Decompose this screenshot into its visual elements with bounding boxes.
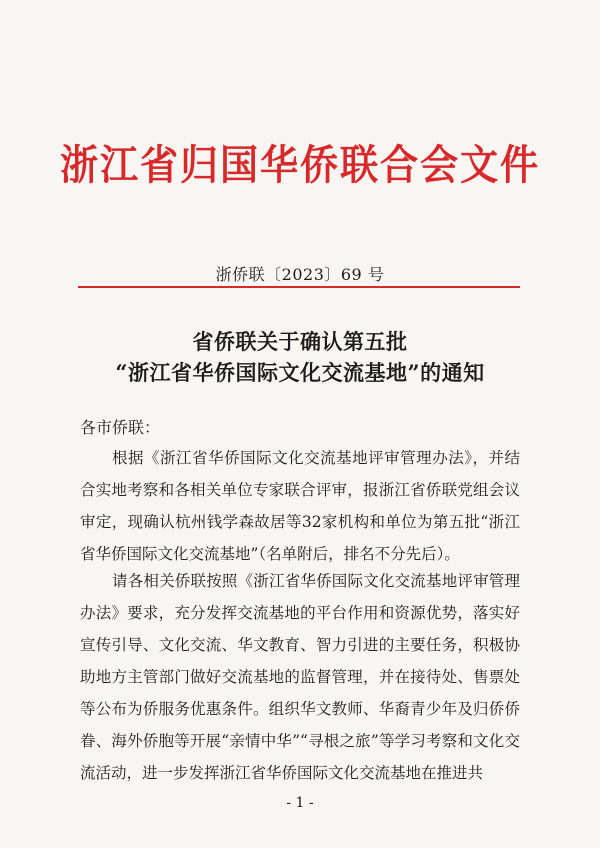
document-masthead: 浙江省归国华侨联合会文件	[60, 141, 540, 189]
red-divider-line	[78, 286, 520, 288]
document-title-line-1: 省侨联关于确认第五批	[192, 329, 408, 354]
body-paragraph-1: 根据《浙江省华侨国际文化交流基地评审管理办法》，并结合实地考察和各相关单位专家联合评审，报浙江省侨联党组会议审定，现确认杭州钱学森故居等32家机构和单位为第五批“浙江省华侨国际文化交流基地”（名单附后，排名不分先后）。	[80, 449, 520, 563]
document-number: 浙侨联〔2023〕69 号	[215, 265, 385, 284]
body-paragraph-2: 请各相关侨联按照《浙江省华侨国际文化交流基地评审管理办法》要求，充分发挥交流基地的平台作用和资源优势，落实好宣传引导、文化交流、华文教育、智力引进的主要任务，积极协助地方主管部门做好交流基地的监督管理，并在接待处、售票处等公布为侨服务优惠条件。组织华文教师、华裔青少年及归侨侨眷、海外侨胞等开展“亲情中华”“寻根之旅”等学习考察和文化交流活动，进一步发挥浙江省华侨国际文化交流基地在推进共	[80, 572, 520, 782]
document-title-line-2: “浙江省华侨国际文化交流基地”的通知	[115, 360, 485, 385]
page-number: - 1 -	[286, 795, 314, 811]
salutation: 各市侨联：	[80, 418, 161, 437]
